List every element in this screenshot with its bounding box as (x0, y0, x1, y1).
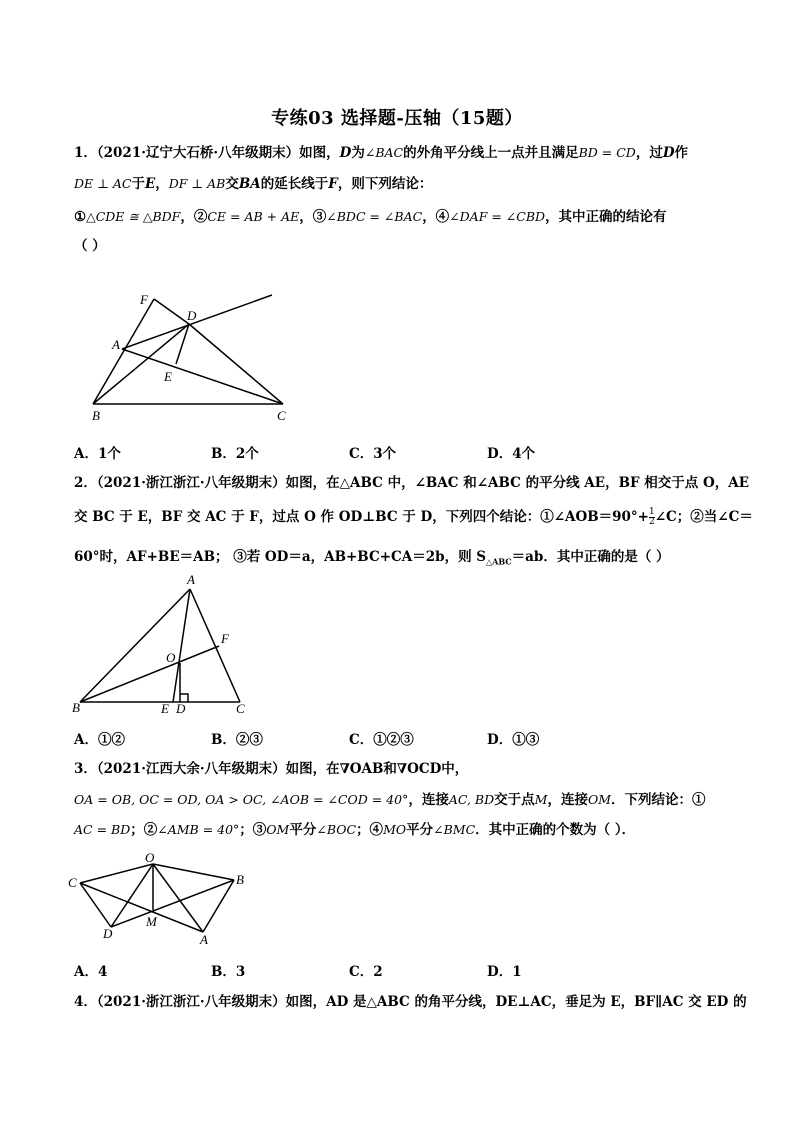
q3-math: ∠AMB = 40° (157, 822, 240, 837)
q3-math: ∠BOC (316, 822, 357, 837)
q3-text: ．下列结论：① (611, 792, 706, 808)
q1-text: ，② (180, 209, 208, 225)
q2-text: 交 BC 于 E，BF 交 AC 于 F，过点 O 作 OD⊥BC 于 D，下列四个结论：①∠AOB＝90°+ (74, 509, 649, 525)
q1-math: DE ⊥ AC (74, 176, 132, 191)
q1-label: A (112, 337, 120, 352)
q1-text: 于 (131, 176, 145, 192)
q1-var: E (144, 176, 156, 192)
q2-option-b[interactable]: B．②③ (211, 732, 263, 748)
q3-math: OM (266, 822, 290, 837)
q1-option-d[interactable]: D．4个 (487, 446, 536, 462)
q1-option-a[interactable]: A．1个 (74, 446, 121, 462)
q3-math: M (534, 792, 548, 807)
q1-text: ，其中正确的结论有 (545, 209, 667, 225)
q1-text: ① (74, 209, 87, 225)
q1-math: ∠BAC (364, 145, 404, 160)
q1-math: ∠BDC = ∠BAC (326, 209, 423, 224)
q1-text: ，则下列结论： (337, 176, 433, 192)
q2-option-d[interactable]: D．①③ (487, 732, 540, 748)
q1-label: C (277, 408, 286, 423)
q3-label: C (68, 875, 77, 890)
q1-text: 的延长线于 (260, 176, 329, 192)
q3-label: M (146, 914, 157, 929)
q1-label: E (164, 369, 172, 384)
fraction-denominator: 2 (649, 517, 655, 527)
q2-label: O (166, 650, 176, 665)
q1-var: D (339, 145, 352, 161)
q1-text: 交 (225, 176, 239, 192)
q3-label: O (145, 850, 155, 865)
q1-text: ，④ (422, 209, 450, 225)
q1-var: D (662, 145, 675, 161)
q3-seg-ba (203, 880, 234, 932)
q2-text: 60°时，AF+BE＝AB； ③若 OD＝a，AB+BC+CA＝2b，则 S (74, 549, 487, 565)
q1-text: ，过 (635, 145, 663, 161)
q3-math: ∠BMC (433, 822, 476, 837)
q3-option-d[interactable]: D．1 (487, 964, 522, 980)
q3-label: B (236, 872, 244, 887)
q1-text: 为 (351, 145, 365, 161)
q3-text: ，连接 (547, 792, 588, 808)
q3-option-a[interactable]: A．4 (74, 964, 108, 980)
q1-math: △CDE ≅ △BDF (86, 209, 181, 224)
q3-option-b[interactable]: B．3 (211, 964, 246, 980)
q2-option-c[interactable]: C．①②③ (349, 732, 414, 748)
q2-label: C (236, 701, 245, 716)
q3-text: 交于点 (494, 792, 535, 808)
q3-text: ；④ (356, 822, 384, 838)
q3-math: OM (587, 792, 611, 807)
fraction-numerator: 1 (649, 507, 655, 517)
q1-var: F (328, 176, 338, 192)
q1-math: CE = AB + AE (207, 209, 300, 224)
q2-label: F (221, 631, 229, 646)
q3-label: A (200, 932, 208, 947)
q3-line-1: 3．（2021·江西大余·八年级期末）如图，在∇OAB和∇OCD中， (74, 761, 469, 777)
q1-text: 作 (674, 145, 689, 161)
q3-text: ；② (130, 822, 158, 838)
q1-option-c[interactable]: C．3个 (349, 446, 397, 462)
q3-text: ；③ (239, 822, 267, 838)
q3-text: 平分 (406, 822, 434, 838)
q3-math: OA = OB, OC = OD, OA > OC, ∠AOB = ∠COD = 40° (74, 792, 409, 807)
q1-text: ，③ (299, 209, 327, 225)
q2-label: B (72, 700, 80, 715)
q3-seg-ob (153, 864, 234, 880)
q1-label: B (92, 408, 100, 423)
q1-math: DF ⊥ AB (168, 176, 226, 191)
q2-line-1: 2．（2021·浙江浙江·八年级期末）如图，在△ABC 中，∠BAC 和∠ABC 的平分线 AE，BF 相交于点 O，AE (74, 475, 749, 491)
q3-option-c[interactable]: C．2 (349, 964, 383, 980)
q1-text: ， (155, 176, 169, 192)
q1-text: 的外角平分线上一点并且满足 (403, 145, 579, 161)
q1-option-b[interactable]: B．2个 (211, 446, 259, 462)
q3-text: ．其中正确的个数为（ ）． (475, 822, 636, 838)
q1-label: F (140, 292, 148, 307)
q2-text: ∠C；②当∠C＝ (654, 509, 753, 525)
q1-label: D (187, 308, 197, 323)
q2-label: E (161, 701, 169, 716)
q2-label: D (176, 701, 186, 716)
q1-math: ∠DAF = ∠CBD (449, 209, 546, 224)
q3-text: ，连接 (408, 792, 449, 808)
q3-math: AC, BD (448, 792, 495, 807)
q1-text: 1．（2021·辽宁大石桥·八年级期末）如图， (74, 145, 340, 161)
q1-line-4: （ ） (74, 238, 106, 254)
q3-math: AC = BD (74, 822, 131, 837)
q4-line-1: 4．（2021·浙江浙江·八年级期末）如图，AD 是△ABC 的角平分线，DE⊥AC，垂足为 E，BF∥AC 交 ED 的 (74, 994, 747, 1010)
q1-math: BD = CD (578, 145, 636, 160)
q3-label: D (103, 926, 113, 941)
q2-subscript: △ABC (486, 556, 512, 567)
q1-var: BA (238, 176, 261, 192)
q2-text: ＝ab．其中正确的是（ ） (511, 549, 670, 565)
q2-label: A (187, 572, 195, 587)
page-title: 专练03 选择题-压轴（15题） (271, 108, 523, 129)
q3-text: 平分 (289, 822, 317, 838)
q3-math: MO (383, 822, 407, 837)
q2-option-a[interactable]: A．①② (74, 732, 125, 748)
